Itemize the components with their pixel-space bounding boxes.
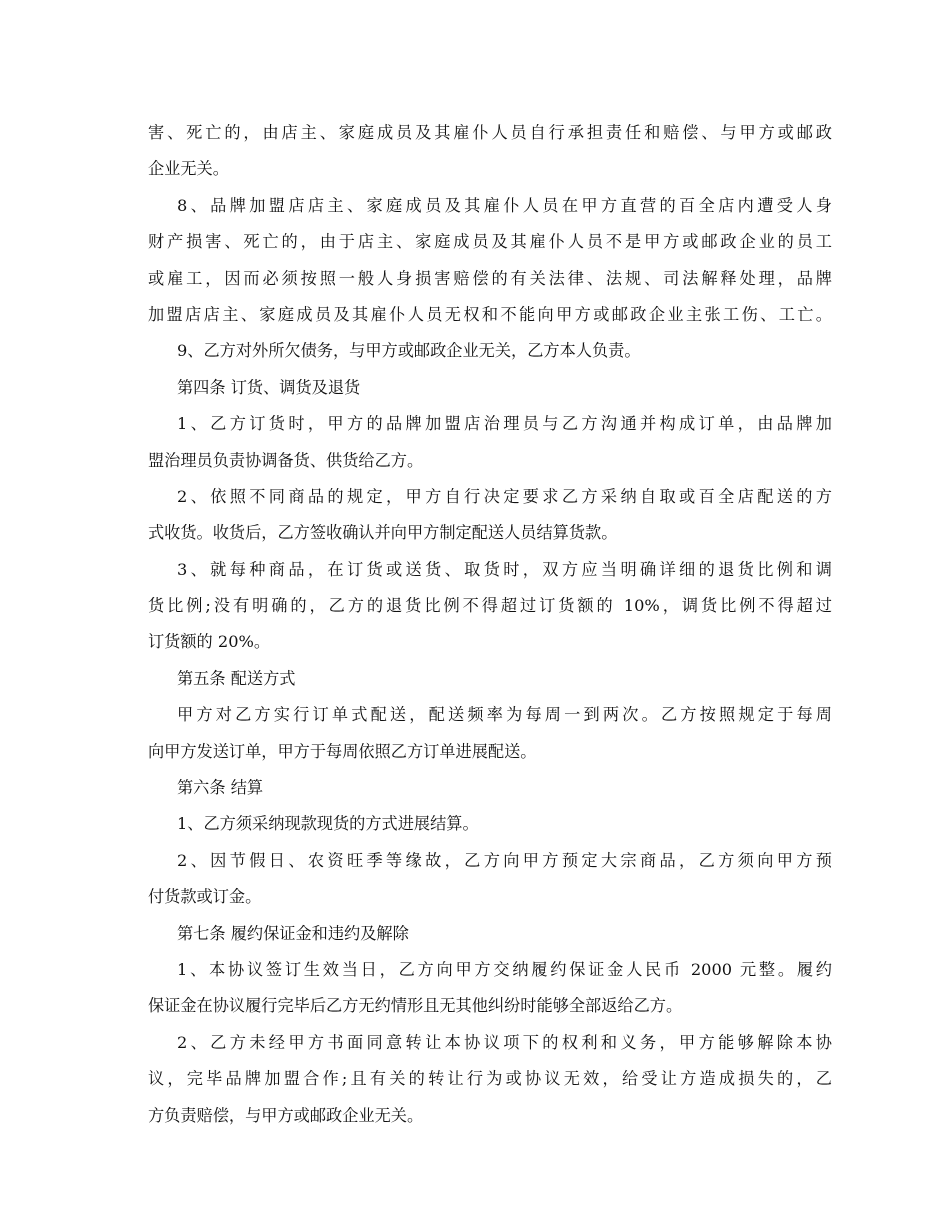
- text-line: 议，完毕品牌加盟合作;且有关的转让行为或协议无效，给受让方造成损失的，乙: [148, 1069, 832, 1089]
- text-line: 8、品牌加盟店店主、家庭成员及其雇仆人员在甲方直营的百全店内遭受人身: [177, 195, 832, 215]
- text-line: 订货额的 20%。: [148, 632, 271, 652]
- text-line: 2、依照不同商品的规定，甲方自行决定要求乙方采纳自取或百全店配送的方: [177, 486, 832, 506]
- text-line: 方负责赔偿，与甲方或邮政企业无关。: [148, 1105, 424, 1125]
- text-line: 甲方对乙方实行订单式配送，配送频率为每周一到两次。乙方按照规定于每周: [177, 705, 832, 725]
- text-line: 盟治理员负责协调备货、供货给乙方。: [148, 450, 424, 470]
- text-line: 第四条 订货、调货及退货: [177, 377, 361, 397]
- text-line: 2、因节假日、农资旺季等缘故，乙方向甲方预定大宗商品，乙方须向甲方预: [177, 850, 832, 870]
- text-line: 1、本协议签订生效当日，乙方向甲方交纳履约保证金人民币 2000 元整。履约: [177, 959, 832, 979]
- text-line: 第六条 结算: [177, 778, 264, 798]
- text-line: 第五条 配送方式: [177, 668, 296, 688]
- contract-body-text: [148, 115, 832, 1134]
- text-line: 1、乙方订货时，甲方的品牌加盟店治理员与乙方沟通并构成订单，由品牌加: [177, 414, 832, 434]
- text-line: 货比例;没有明确的，乙方的退货比例不得超过订货额的 10%，调货比例不得超过: [148, 596, 832, 616]
- text-line: 保证金在协议履行完毕后乙方无约情形且无其他纠纷时能够全部返给乙方。: [148, 996, 683, 1016]
- text-line: 付货款或订金。: [148, 887, 262, 907]
- text-line: 3、就每种商品，在订货或送货、取货时，双方应当明确详细的退货比例和调: [177, 559, 832, 579]
- text-line: 式收货。收货后，乙方签收确认并向甲方制定配送人员结算货款。: [148, 523, 618, 543]
- text-line: 害、死亡的，由店主、家庭成员及其雇仆人员自行承担责任和赔偿、与甲方或邮政: [148, 123, 832, 142]
- text-line: 企业无关。: [148, 159, 229, 179]
- text-line: 财产损害、死亡的，由于店主、家庭成员及其雇仆人员不是甲方或邮政企业的员工: [148, 232, 832, 252]
- text-line: 加盟店店主、家庭成员及其雇仆人员无权和不能向甲方或邮政企业主张工伤、工亡。: [148, 304, 832, 324]
- text-line: 第七条 履约保证金和违约及解除: [177, 923, 409, 943]
- text-line: 9、乙方对外所欠债务，与甲方或邮政企业无关，乙方本人负责。: [177, 341, 641, 361]
- text-line: 2、乙方未经甲方书面同意转让本协议项下的权利和义务，甲方能够解除本协: [177, 1032, 832, 1052]
- text-line: 1、乙方须采纳现款现货的方式进展结算。: [177, 814, 479, 834]
- text-line: 向甲方发送订单，甲方于每周依照乙方订单进展配送。: [148, 741, 537, 761]
- text-line: 或雇工，因而必须按照一般人身损害赔偿的有关法律、法规、司法解释处理，品牌: [148, 268, 832, 288]
